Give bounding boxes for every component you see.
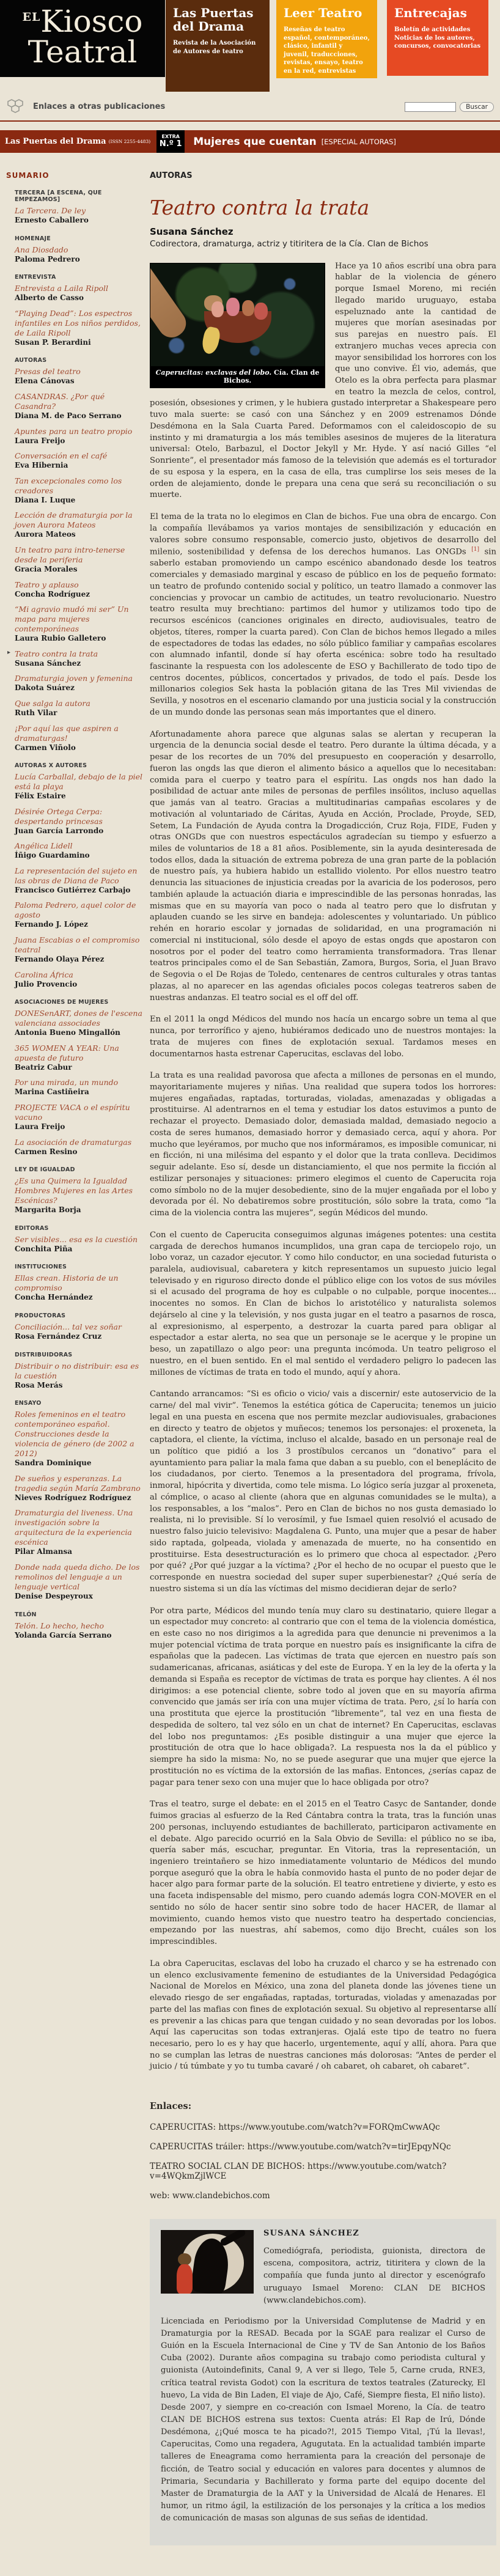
sumario-entry	[6, 1474, 144, 1503]
article-paragraph: Afortunadamente ahora parece que algunas salas se alertan y recuperan la urgencia de la denuncia social desde el teatro. Pero durante la última década, y a pesar de los recortes de un 70% del presupuesto en cooperación y desarrollo, fueron las ongds las que dieron el alimento básico a aquellos que lo necesitaban: comida para el cuerpo y teatro para el espíritu. Las ongds nos han dado la posibilidad de actuar ante miles de personas de perfiles insólitos, incluso aquellas que jamás van al teatro. Gracias a multitudinarias campañas escolares y de motivación al voluntariado de Cáritas, Ayuda en Acción, Proclade, Proyde, SED, Setem, La Fundación de Ayuda contra la Drogadicción, Cruz Roja, FIDE, Fuden y otras ONGDs que con nuestros espectáculos agradecían su tiempo y esfuerzo a miles de voluntarios de 18 a 81 años. Posiblemente, sin la ayuda desinteresada de todos ellos, dada la situación de extrema pobreza de una gran parte de la población de nuestro país, ya hubiera habido un estallido violento. Por ellos nuestro teatro denuncia las situaciones de injusticia creadas por la avaricia de los poderosos, pero también aplaude la actuación diaria e imprescindible de las personas honradas, las mismas que en su mayoría van poco o nada al teatro pero que lo disfrutan y aplauden cuando se les sirve en bandeja: adolescentes y voluntariado. Un público rehén en horario escolar y jornadas de solidaridad, en una programación ni comercial ni institucional, sólo desde el apoyo de estas ongds que apostaron con nosotros por el poder del teatro como herramienta transformadora. Tras llenar teatros principales como el de San Sebastián, Zamora, Burgos, Soria, el Juan Bravo de Segovia o el De Rojas de Toledo, centenares de centros culturales y otras tantas plazas, al no aparecer en las agendas oficiales pocos colegas teatreros saben de nuestras andanzas. El teatro social es el off del off.	[150, 729, 496, 1003]
article-paragraph: Con el cuento de Caperucita conseguimos algunas imágenes potentes: una cestita cargada de derechos humanos incumplidos, una gran capa de terciopelo rojo, un lobo voraz, un cazador ejecutor. Y como hilo conductor, en una sociedad futurista o paralela, audiovisual, cabaretera y kitch representamos un supuesto juicio legal televisado y en riguroso directo donde el público elige con los votos de sus móviles si el acusado del programa de hoy es culpable o no culpable, porque inocentes... inocentes no somos. En Clan de bichos lo aristotélico y naturalista solemos dejárselo al cine y la televisión, y nos gusta jugar en el teatro a pasarnos de rosca, al expresionismo, al esperpento, a destrozar la cuarta pared para obligar al espectador a estar alerta, no sea que un personaje se le acerque y le propine un beso, un zapatillazo o algo peor: una pregunta incómoda. Un teatro peligroso el nuestro, en el buen sentido. En el mal sentido el verdadero peligro lo padecen las millones de víctimas de trata en todo el mundo, aquí y ahora.	[150, 1230, 496, 1377]
sumario-entry	[6, 451, 144, 471]
sumario-entry	[6, 1225, 144, 1232]
site-logo-line2: Teatral	[28, 34, 138, 70]
article-paragraph: El tema de la trata no lo elegimos en Clan de bichos. Fue una obra de encargo. Con la compañía llevábamos ya varios montajes de sensibilización y educación en valores sobre consumo responsable, comercio justo, objetivos de desarrollo del milenio, sostenibilidad y defensa de los derechos humanos. Las ONGDs [1] sin saberlo estaban promoviendo un campo escénico abandonado desde los teatros comerciales y demasiado marginal y escaso de público en los de pequeño formato: un teatro de profundo contenido social y político, un teatro llamado a conmover las conciencias y provocar un cambio de actitudes, un teatro revolucionario. Nuestro teatro resulta muy brechtiano: partimos del humor y utilizamos todo tipo de recursos escénicos (canciones originales en directo, audiovisuales, teatro de objetos, títeres, romper la cuarta pared). Con Clan de bichos hemos llegado a miles de espectadores de todas las edades, no sólo público familiar y campañas escolares con alumnado infantil, donde sí hay oferta escénica: sobre todo ha resultado fascinante la respuesta con los adolescente de ESO y Bachillerato de todo tipo de centros docentes, públicos, concertados y privados, de todo el país. Desde los millonarios colegios Sek hasta la población gitana de las Tres Mil viviendas de Sevilla, y nosotros en el escenario clamando por una justicia social y la construcción de un mundo donde las personas sean más importantes que el dinero.	[150, 512, 496, 717]
sumario-list	[6, 190, 144, 1640]
photo-caption: Caperucitas: exclavas del lobo. Cía. Clan de Bichos.	[150, 366, 325, 388]
sumario-article-author: Antonia Bueno Mingallón	[15, 1028, 120, 1037]
sumario-article-link[interactable]: Ser visibles... esa es la cuestión	[15, 1234, 138, 1244]
sumario-article-link[interactable]: Que salga la autora	[15, 698, 90, 708]
sumario-entry	[6, 245, 144, 265]
sumario-article-link[interactable]: Roles femeninos en el teatro contemporáneo español. Construcciones desde la violencia de género (de 2002 a 2012)	[15, 1410, 134, 1459]
sumario-entry	[6, 935, 144, 965]
sumario-entry	[6, 1103, 144, 1132]
sumario-entry	[6, 510, 144, 540]
sumario-entry	[6, 1352, 144, 1358]
sumario-article-author: Beatriz Cabur	[15, 1062, 72, 1072]
sumario-section-label: LEY DE IGUALDAD	[15, 1166, 75, 1174]
sumario-entry	[6, 190, 144, 203]
sumario-article-link[interactable]: La representación del sujeto en las obras de Diana de Paco	[15, 866, 138, 885]
enlaces-section	[150, 2101, 496, 2201]
top-navbar	[0, 93, 500, 122]
doll-shape	[226, 298, 240, 316]
bio-paragraph: Licenciada en Periodismo por la Universidad Complutense de Madrid y en Dramaturgia por la RESAD. Becada por la SGAE para realizar el Curso de Guión en la Escuela Internacional de Cine y TV de San Antonio de los Baños Cuba (2002). Durante años compagina su trabajo como periodista cultural y guionista (Autoindefinits, Canal 9, A ver si llego, Tele 5, Carne cruda, RNE3, crítica teatral revista Godot) con la escritura de textos teatrales (Zaturecky, El huevo, La vida de Bin Laden, El viaje de Ajo, Café, Siempre fiesta, El niño listo). Desde 2007, y siempre en co-creación con Ismael Moreno, la Cía. de teatro CLAN DE BICHOS estrena sus textos: Cuenta atrás: El Rap de Irú, Dónde Desdémona, ¿¡Qué mosca te ha picado?!, 2015 Tiempo Vital, ¡Tú la llevas!, Caperucitas, Como una regadera, Agugutata. En la actualidad también imparte talleres de Eneagrama como herramienta para la creación del personaje de ficción, de Teatro social y educación en valores para docentes y alumnos de Primaria, Secundaria y Bachillerato y forma parte del equipo docente del Master de Dramaturgia de la AAT y la Universidad de Alcalá de Henares. El humor, un ritmo ágil, la estilización de los personajes y la crítica a los medios de comunicación de masas son algunas de sus señas de identidad.	[161, 2316, 485, 2523]
content	[0, 153, 500, 2576]
sumario-sidebar	[6, 171, 144, 1646]
article-category: AUTORAS	[150, 171, 193, 180]
sumario-entry	[6, 674, 144, 693]
sumario-article-author: Ernesto Caballero	[15, 216, 89, 224]
sumario-article-author: Nieves Rodríguez Rodríguez	[15, 1493, 131, 1502]
sumario-section-label: AUTORAS X AUTORES	[15, 762, 87, 770]
bio-name: SUSANA SÁNCHEZ	[263, 2229, 359, 2239]
article-paragraph: Hace ya 10 años escribí una obra para hablar de la violencia de género porque Ismael Moreno, mi recién llegado marido uruguayo, estaba espeluznado ante la cantidad de mujeres que morían asesinadas por sus parejas en nuestro país. El extranjero muchas veces aprecia con mayor sensibilidad los horrores con los que uno convive. Él vio, además, que Otelo es la obra perfecta para plasmar en teatro la mezcla de celos, control, posesión, obsesiones y crimen, y le hubiera gustado interpretar a Shakespeare pero tuvo mala suerte: se casó con una Sánchez y en 2009 estrenamos Dónde Desdémona en la Sala Cuarta Pared. Deformamos con el caleidoscopio de su instinto y mi dramaturgia a los más temibles asesinos de mujeres de la literatura universal: Otelo, Barbazul, el Doctor Jekyll y Mr. Hyde. Y así nació Gilles “el Sonriente”, el presentador más famoso de la televisión que además es el torturador de su esposa y la espera, en la casa de ella, tras cumplirse los seis meses de la orden de alejamiento, donde le prepara una cena que será su reconciliación o su muerte.	[150, 261, 496, 500]
sumario-article-link[interactable]: ▸ Teatro contra la trata	[15, 649, 98, 658]
article-figure	[150, 263, 325, 388]
article-paragraph: Por otra parte, Médicos del mundo tenía muy claro su destinatario, quiere llegar a un espectador muy concreto: al contrario que con el tema de la violencia doméstica, en este caso no nos dirigimos a la agredida para que denuncie ni prevenimos a la mujer potencial víctima de trata porque en nuestro país es insignificante la cifra de españolas que la padecen. Las víctimas de trata que ejercen en nuestro país son sudamericanas, africanas, asiáticas y del este de Europa. Y en la ley de la oferta y la demanda si España es receptor de víctimas de trata es porque hay clientes. A él nos dirigimos: a ese potencial cliente, sobre todo al joven que en su mayoría afirma convencido que jamás ser iría con una mujer víctima de trata. Pero, ¿sí lo haría con una prostituta que ejerce la prostitución “libremente”, tal vez en una fiesta de despedida de soltero, tal vez sólo en un chat de internet? En Caperucitas, esclavas del lobo nos preguntamos: ¿Es posible distinguir a una mujer que ejerce la prostitución de otra que lo hace obligada?. La respuesta nos la da el público y siempre ha sido la misma: No, no se puede asegurar que una mujer que ejerce la prostitución no es víctima de la extorsión de las mafias. Entonces, ¿serías capaz de pagar para tener sexo con una mujer que lo hace obligada por otro?	[150, 1606, 496, 1787]
sumario-entry	[6, 1611, 144, 1618]
sumario-entry	[6, 841, 144, 861]
sumario-article-author: Fernando Olaya Pérez	[15, 955, 105, 964]
bio-photo	[161, 2230, 254, 2294]
sumario-entry	[6, 1273, 144, 1303]
section-entrecajas[interactable]	[387, 0, 488, 76]
sumario-entry	[6, 605, 144, 644]
sumario-article-author: Laura Freijo	[15, 436, 65, 445]
singer-dress-shape	[177, 2264, 193, 2294]
sumario-article-author: Marina Castiñeira	[15, 1087, 89, 1097]
sumario-article-author: Rosa Fernández Cruz	[15, 1332, 102, 1341]
issue-bar	[0, 130, 500, 153]
sumario-section-label: PRODUCTORAS	[15, 1312, 66, 1319]
sumario-entry	[6, 206, 144, 226]
site-logo-line1: ELKiosco	[22, 4, 143, 39]
sumario-article-author: Margarita Borja	[15, 1205, 81, 1215]
sumario-article-link[interactable]: Teatro y aplauso	[15, 580, 79, 589]
sumario-article-link[interactable]: ¡Por aquí las que aspiren a dramaturgas!	[15, 723, 119, 743]
article	[150, 171, 496, 2576]
sumario-article-link[interactable]: Dramaturgia joven y femenina	[15, 674, 133, 683]
sumario-article-link[interactable]: Dramaturgia del liveness. Una investigación sobre la arquitectura de la experiencia escénica	[15, 1508, 133, 1547]
sumario-article-author: Elena Cánovas	[15, 377, 75, 386]
sumario-entry	[6, 699, 144, 718]
enlace-link[interactable]: TEATRO SOCIAL CLAN DE BICHOS: https://www.youtube.com/watch?v=4WQkmZjlWCE	[150, 2162, 447, 2182]
sumario-article-author: Conchita Piña	[15, 1244, 73, 1253]
sumario-entry	[6, 807, 144, 836]
enlace-link[interactable]: web: www.clandebichos.com	[150, 2191, 270, 2201]
sumario-article-author: Laura Freijo	[15, 1122, 65, 1132]
sumario-entry	[6, 1562, 144, 1602]
sumario-section-label: ENSAYO	[15, 1400, 42, 1407]
site-logo[interactable]	[0, 0, 165, 77]
sumario-section-label: TERCERA [A ESCENA, QUE EMPEZAMOS]	[15, 190, 102, 203]
sumario-article-link[interactable]: De sueños y esperanzas. La tragedia según María Zambrano	[15, 1473, 141, 1493]
sumario-entry	[6, 649, 144, 669]
search-button[interactable]: Buscar	[460, 102, 494, 112]
sumario-entry	[6, 1043, 144, 1073]
sumario-section-label: ENTREVISTA	[15, 274, 56, 281]
sumario-article-author: Francisco Gutiérrez Carbajo	[15, 885, 131, 894]
bio-paragraph: Comediógrafa, periodista, guionista, directora de escena, compositora, actriz, titiritera y clown de la compañía que funda junto al director y escenógrafo uruguayo Ismael Moreno: CLAN DE BICHOS (www.clandebichos.com).	[263, 2247, 485, 2305]
sumario-section-label: AUTORAS	[15, 357, 47, 364]
sumario-article-author: Juan García Larrondo	[15, 826, 104, 835]
sumario-article-author: Carmen Viñolo	[15, 743, 76, 752]
sumario-article-author: Aurora Mateos	[15, 530, 76, 539]
section-las-puertas-del-drama[interactable]	[166, 0, 270, 92]
sumario-entry	[6, 1508, 144, 1557]
sumario-entry	[6, 999, 144, 1006]
sumario-article-link[interactable]: Apuntes para un teatro propio	[15, 426, 133, 436]
sumario-article-author: Pilar Almansa	[15, 1547, 73, 1556]
sumario-article-link[interactable]: ¿Es una Quimera la Igualdad Hombres Mujeres en las Artes Escénicas?	[15, 1176, 133, 1205]
sumario-article-link[interactable]: PROJECTE VACA o el espíritu vacuno	[15, 1103, 130, 1122]
sumario-entry	[6, 772, 144, 801]
sumario-article-link[interactable]: DONESenART, dones de l'escena valenciana associades	[15, 1009, 142, 1028]
sumario-article-link[interactable]: Distribuir o no distribuir: esa es la cuestión	[15, 1361, 139, 1380]
sumario-article-author: Ruth Vilar	[15, 708, 57, 717]
section-title: Entrecajas	[394, 6, 467, 20]
enlace-link[interactable]: CAPERUCITAS: https://www.youtube.com/watch?v=FORQmCwwAQc	[150, 2122, 440, 2133]
sumario-entry	[6, 970, 144, 990]
sumario-article-link[interactable]: La asociación de dramaturgas	[15, 1137, 132, 1147]
sumario-entry	[6, 284, 144, 303]
sumario-article-link[interactable]: Por una mirada, un mundo	[15, 1078, 119, 1087]
sumario-article-author: Gracia Morales	[15, 564, 78, 573]
sumario-article-link[interactable]: Conversación en el café	[15, 451, 108, 461]
search-input[interactable]	[405, 102, 456, 112]
sumario-article-link[interactable]: Conciliación... tal vez soñar	[15, 1322, 122, 1331]
issue-title: Mujeres que cuentan	[193, 135, 317, 148]
sumario-entry	[6, 1235, 144, 1254]
sumario-entry	[6, 545, 144, 575]
sumario-article-link[interactable]: La Tercera. De ley	[15, 206, 86, 215]
issue-journal-title: Las Puertas del Drama	[5, 137, 106, 146]
sumario-section-label: EDITORAS	[15, 1224, 49, 1232]
masthead	[0, 0, 500, 93]
sumario-entry	[6, 1176, 144, 1215]
section-title: Leer Teatro	[284, 6, 362, 20]
article-paragraph: Tras el teatro, surge el debate: en el 2015 en el Teatro Casyc de Santander, donde fuimos gracias al esfuerzo de la Red Cántabra contra la trata, tras la función unas 200 personas, incluyendo estudiantes de bachillerato, participaron activamente en el debate. Algo parecido ocurrió en la Sala Obvio de Sevilla: el público no se iba, quería saber más, escuchar, preguntar. En Vitoria, tras la representación, un ingeniero treintañero se hizo inmediatamente voluntario de Médicos del mundo porque aseguró que la obra le había conmovido hasta el punto de no poder dejar de hacer algo para formar parte de la solución. El teatro entretiene y divierte, y esto es una faceta indispensable del mismo, pero cuando además logra CON-MOVER en el sentido no sólo de hacer sentir sino sobre todo de hacer HACER, de llamar al movimiento, cuando hemos visto que nuestro teatro ha despertado conciencias, empezando por las nuestras, ahí sabemos, como dijo Brecht, cuáles son los imprescindibles.	[150, 1800, 496, 1947]
sumario-article-author: Íñigo Guardamino	[15, 851, 90, 860]
sumario-article-link[interactable]: Ana Diosdado	[15, 245, 68, 254]
sumario-entry	[6, 580, 144, 600]
sumario-article-link[interactable]: 365 WOMEN A YEAR: Una apuesta de futuro	[15, 1043, 119, 1062]
sumario-article-author: Concha Hernández	[15, 1293, 93, 1302]
sumario-article-author: Denise Despeyroux	[15, 1591, 93, 1600]
sumario-section-label: INSTITUCIONES	[15, 1264, 67, 1271]
sumario-article-author: Rosa Merás	[15, 1380, 63, 1389]
sumario-entry	[6, 357, 144, 364]
issue-subtitle: [ESPECIAL AUTORAS]	[321, 137, 396, 146]
sumario-article-author: Laura Rubio Galletero	[15, 634, 106, 643]
sumario-entry	[6, 1322, 144, 1342]
section-leer-teatro[interactable]	[276, 0, 377, 78]
sumario-article-link[interactable]: Paloma Pedrero, aquel color de agosto	[15, 900, 136, 920]
footer-space	[150, 2545, 496, 2576]
sumario-entry	[6, 1621, 144, 1641]
sumario-article-link[interactable]: Tan excepcionales como los creadores	[15, 476, 122, 495]
sumario-article-link[interactable]: Lección de dramaturgia por la joven Aurora Mateos	[15, 510, 133, 530]
sumario-entry	[6, 427, 144, 446]
sumario-entry	[6, 1166, 144, 1173]
sumario-article-link[interactable]: Un teatro para intro-tenerse desde la periferia	[15, 545, 125, 564]
sumario-article-author: Fernando J. López	[15, 920, 88, 929]
sumario-article-author: Alberto de Casso	[15, 293, 84, 303]
sumario-entry	[6, 1410, 144, 1468]
sumario-entry	[6, 367, 144, 386]
sumario-article-author: Julio Provencio	[15, 979, 78, 988]
sumario-article-link[interactable]: “Playing Dead”: Los espectros infantiles en Los niños perdidos, de Laila Ripoll	[15, 308, 141, 337]
article-paragraph: La obra Caperucitas, esclavas del lobo ha cruzado el charco y se ha estrenado con un elenco exclusivamente femenino de estudiantes de la Universidad Pedagógica Nacional de Morelos en México, una zona del planeta donde las jóvenes tiene un elevado riesgo de ser engañadas, raptadas, torturadas, violadas y amenazadas por parte del las mafias con fines de explotación sexual. Su objetivo al representarse allí es prevenir a las chicas para que tengan cuidado y no sean devoradas por los lobos. Aquí las caperucitas son todas extranjeras. Ojalá este tipo de teatro no fuera necesario, pero lo es y hay que hacerlo, urgentemente, aquí y allí, ahora. Para que no se cumplan las letras de nuestras canciones más dolorosas: “Antes de perder el juicio / tú túmbate y yo tu tumba cavaré / oh cabaret, oh cabaret, oh cabaret”.	[150, 1959, 496, 2072]
article-paragraph: Cantando arrancamos: “Si es oficio o vicio/ vais a discernir/ este autoservicio de la carne/ del mal vivir”. Tenemos la estética gótica de Caperucita; tenemos un juicio legal en una puesta en escena que nos permite mezclar audiovisuales, grabaciones en directo y teatro de objetos y muñecos; tenemos los personajes: el proxeneta, la captadora, el cliente, la víctima, incluso el alcalde, basado en un personaje real de un político que pidió a los 3 prostíbulos cercanos un “donativo” para el ayuntamiento para paliar la mala fama que daban a su pueblo, con el beneplácito de los ciudadanos, por cierto. Tenemos a la presentadora del programa, frívola, inmoral, hipócrita y divertida, como tele misma. Lo lógico sería juzgar al proxeneta, al cómplice, o acaso al cliente (ahora que en algunas comunidades se le multa), a los responsables, a los “malos”. Pero en Clan de bichos no nos gusta demasiado lo realista, ni lo previsible. Sí lo verosímil, y fue Ismael quien resolvió el acusado de nuestro falso juicio televisivo: Magdalena G. Punto, una mujer que a pesar de haber sido raptada, golpeada, violada y amenazada de muerte, no ha consentido en prostituirse. Esta desestructuración es lo primero que choca al espectador. ¿Pero por qué? ¿Por qué juzgar a la víctima? ¿Por el hecho de no ocupar el puesto que le corresponde en nuestra sociedad del super super superbienestar? ¿Qué sería de nuestro sistema si un día las víctimas del mismo decidieran dejar de serlo?	[150, 1389, 496, 1594]
sumario-article-link[interactable]: “Mi agravio mudó mi ser” Un mapa para mujeres contemporáneas	[15, 605, 129, 634]
article-photo	[150, 263, 325, 366]
doll-shape	[211, 301, 224, 317]
sumario-entry	[6, 392, 144, 421]
sumario-article-author: Diana I. Luque	[15, 495, 76, 504]
article-paragraph: En el 2011 la ongd Médicos del mundo nos hacía un encargo sobre un tema al que nunca, por terrorífico y ajeno, hubiéramos dedicado uno de nuestros montajes: la trata de mujeres con fines de explotación sexual. Tardamos meses en documentarnos hasta estrenar Caperucitas, esclavas del lobo.	[150, 1015, 496, 1059]
article-author: Susana Sánchez	[150, 226, 233, 237]
sumario-article-author: Carmen Resino	[15, 1147, 78, 1156]
publications-icon	[6, 97, 27, 117]
sumario-entry	[6, 724, 144, 753]
doll-hair-shape	[200, 325, 222, 355]
article-title: Teatro contra la trata	[150, 196, 370, 219]
sumario-section-label: ASOCIACIONES DE MUJERES	[15, 999, 109, 1006]
sumario-entry	[6, 274, 144, 281]
section-desc: Boletín de actividades Noticias de los autores, concursos, convocatorias	[394, 26, 481, 50]
sumario-article-link[interactable]: Presas del teatro	[15, 367, 81, 377]
sumario-article-author: Susana Sánchez	[15, 658, 81, 668]
sumario-entry	[6, 866, 144, 896]
sumario-entry	[6, 900, 144, 930]
sumario-article-author: Paloma Pedrero	[15, 254, 80, 263]
sumario-article-link[interactable]: Ellas crean. Historia de un compromiso	[15, 1273, 119, 1293]
sumario-entry	[6, 1361, 144, 1391]
article-body	[150, 261, 496, 2074]
sumario-article-link[interactable]: Juana Escabias o el compromiso teatral	[15, 935, 140, 955]
issue-issn: (ISSN 2255-4483)	[108, 139, 151, 144]
sumario-section-label: DISTRIBUIDORAS	[15, 1351, 73, 1358]
section-desc: Revista de la Asociación de Autores de teatro	[173, 40, 256, 55]
sumario-article-author: Félix Estaire	[15, 792, 66, 801]
sumario-article-link[interactable]: CASANDRAS. ¿Por qué Casandra?	[15, 391, 105, 411]
sumario-article-author: Eva Hibernia	[15, 461, 68, 470]
sumario-entry	[6, 476, 144, 506]
sumario-entry	[6, 1078, 144, 1097]
sumario-article-author: Concha Rodríguez	[15, 589, 90, 598]
enlaces-publicaciones-link[interactable]: Enlaces a otras publicaciones	[33, 102, 166, 111]
doll-shape	[242, 300, 254, 316]
sumario-article-author: Susan P. Berardini	[15, 337, 91, 347]
sumario-entry	[6, 235, 144, 242]
sumario-entry	[6, 1009, 144, 1038]
sumario-article-author: Sandra Dominique	[15, 1459, 92, 1468]
enlaces-list	[150, 2122, 496, 2201]
sumario-entry	[6, 309, 144, 348]
article-paragraph: La trata es una realidad pavorosa que afecta a millones de personas en el mundo, mayoritariamente mujeres y niñas. Una realidad que supera todos los horrores: mujeres engañadas, raptadas, torturadas, violadas, amenazadas y obligadas a prostituirse. Al adentrarnos en el tema y estudiar los datos estuvimos a punto de rechazar el proyecto. Demasiado dolor, demasiada maldad, demasiado negocio a costa de seres humanos, demasiado horror y demasiado cerca, aquí y ahora. Por mucho que leyéramos, por mucho que nos informáramos, es imposible comunicar, ni en ficción, ni una milésima del espanto y el dolor que la trata conlleva. Decidimos seguir adelante. Eso sí, desde un distanciamiento, el que nos permite la ficción al estilizar personajes y situaciones: primero elegimos el cuento de Caperucita roja como símbolo no de la mujer desobediente, sino de la mujer engañada por el lobo y devorada por él. No debatiremos sobre prostitución, sólo sobre la trata, como “la cima de la violencia contra las mujeres”, según Médicos del mundo.	[150, 1071, 496, 1218]
section-desc: Reseñas de teatro español, contemporáneo, clásico, infantil y juvenil, traducciones, revistas, ensayo, teatro en la red, entrevistas	[284, 26, 370, 75]
sumario-entry	[6, 1312, 144, 1319]
sumario-article-author: Yolanda García Serrano	[15, 1630, 112, 1639]
sumario-article-author: Dakota Suárez	[15, 683, 75, 693]
issue-extra-badge: EXTRA N.º 1	[156, 130, 185, 153]
sumario-entry	[6, 762, 144, 769]
sumario-article-link[interactable]: Carolina África	[15, 970, 73, 979]
enlaces-heading: Enlaces:	[150, 2101, 192, 2112]
issue-journal-wrap	[0, 130, 156, 153]
sumario-heading: SUMARIO	[6, 171, 50, 180]
sumario-article-author: Diana M. de Paco Serrano	[15, 411, 122, 420]
sumario-article-link[interactable]: Angélica Lidell	[15, 841, 73, 851]
sumario-section-label: HOMENAJE	[15, 235, 51, 242]
sumario-section-label: TELÓN	[15, 1611, 37, 1618]
arm-shape	[150, 263, 191, 343]
sumario-entry	[6, 1264, 144, 1270]
sumario-article-link[interactable]: Donde nada queda dicho. De los remolinos del lenguaje a un lenguaje vertical	[15, 1562, 140, 1591]
issue-title-wrap	[185, 130, 396, 153]
sumario-article-link[interactable]: Entrevista a Laila Ripoll	[15, 284, 109, 293]
sumario-article-link[interactable]: Lucía Carballal, debajo de la piel está la playa	[15, 772, 143, 792]
section-title: Las Puertas del Drama	[173, 6, 254, 34]
sumario-article-link[interactable]: Désirée Ortega Cerpa: despertando princesas	[15, 806, 103, 826]
author-bio-box	[150, 2219, 496, 2545]
sumario-article-link[interactable]: Telón. Lo hecho, hecho	[15, 1621, 105, 1630]
sumario-entry	[6, 1138, 144, 1157]
article-author-role: Codirectora, dramaturga, actriz y titiritera de la Cía. Clan de Bichos	[150, 238, 428, 249]
sumario-entry	[6, 1400, 144, 1407]
doll-shape	[254, 303, 268, 320]
enlace-link[interactable]: CAPERUCITAS tráiler: https://www.youtube.com/watch?v=tirJEpqyNQc	[150, 2142, 451, 2152]
